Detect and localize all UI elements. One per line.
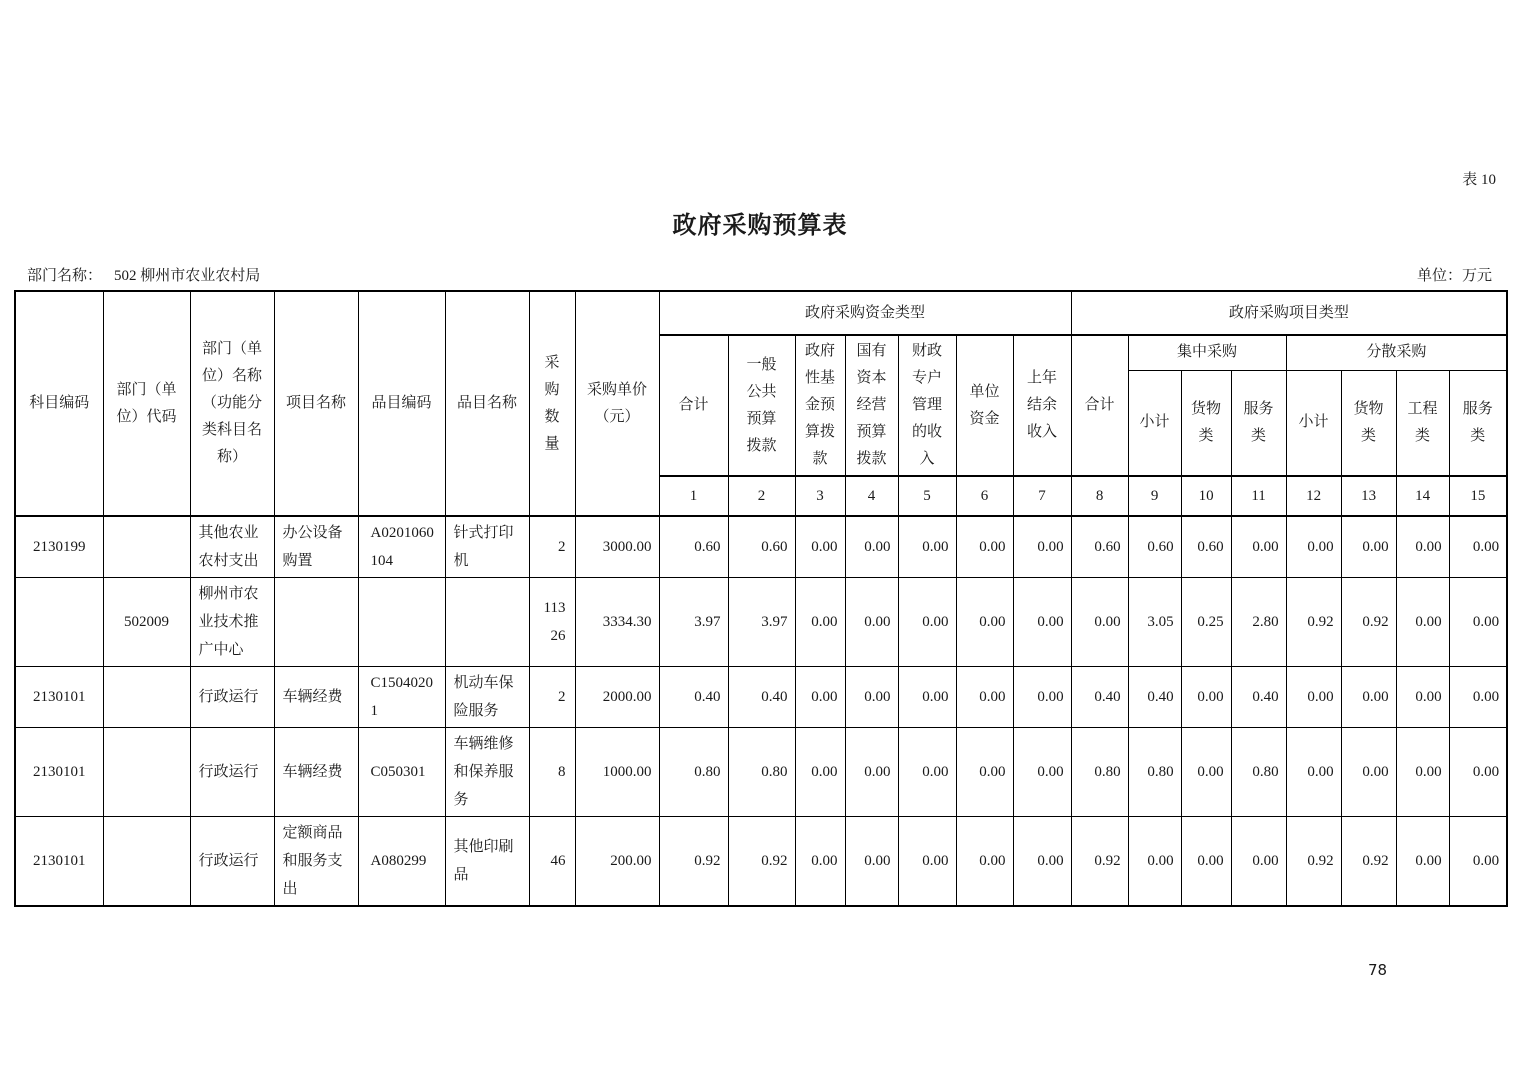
value-cell: 0.00 bbox=[795, 728, 845, 817]
table-row bbox=[15, 817, 1507, 907]
col-number: 15 bbox=[1449, 476, 1507, 516]
col-number: 7 bbox=[1013, 476, 1071, 516]
col-header-state-capital-budget: 国有资本经营预算拨款 bbox=[845, 335, 898, 476]
dept-name-cell: 行政运行 bbox=[190, 667, 274, 728]
value-cell: 0.00 bbox=[845, 516, 898, 578]
col-number: 8 bbox=[1071, 476, 1128, 516]
value-cell: 0.40 bbox=[659, 667, 728, 728]
dept-code-cell bbox=[103, 516, 190, 578]
value-cell: 0.00 bbox=[1449, 728, 1507, 817]
value-cell: 0.00 bbox=[845, 667, 898, 728]
value-cell: 0.40 bbox=[728, 667, 795, 728]
value-cell: 0.00 bbox=[898, 817, 956, 907]
meta-row bbox=[27, 264, 1492, 285]
value-cell: 0.40 bbox=[1071, 667, 1128, 728]
col-header-decentralized-works: 工程类 bbox=[1396, 370, 1449, 476]
qty-cell: 2 bbox=[529, 516, 575, 578]
qty-cell: 8 bbox=[529, 728, 575, 817]
value-cell: 0.92 bbox=[728, 817, 795, 907]
col-header-dept-code: 部门（单位）代码 bbox=[103, 291, 190, 516]
qty-cell: 11326 bbox=[529, 578, 575, 667]
col-header-fiscal-account-income: 财政专户管理的收入 bbox=[898, 335, 956, 476]
header-group-row bbox=[15, 291, 1507, 335]
dept-name-cell: 行政运行 bbox=[190, 817, 274, 907]
unit-price-cell: 200.00 bbox=[575, 817, 659, 907]
value-cell: 0.25 bbox=[1181, 578, 1231, 667]
value-cell: 0.40 bbox=[1231, 667, 1286, 728]
subject-code-cell bbox=[15, 578, 103, 667]
value-cell: 0.00 bbox=[1341, 667, 1396, 728]
col-number: 2 bbox=[728, 476, 795, 516]
item-name-cell bbox=[445, 578, 529, 667]
col-header-decentralized-subtotal: 小计 bbox=[1286, 370, 1341, 476]
dept-code-cell: 502009 bbox=[103, 578, 190, 667]
subject-code-cell: 2130101 bbox=[15, 667, 103, 728]
value-cell: 0.00 bbox=[1396, 817, 1449, 907]
col-header-decentralized-services: 服务类 bbox=[1449, 370, 1507, 476]
group-header-fund-type: 政府采购资金类型 bbox=[659, 291, 1071, 335]
value-cell: 0.92 bbox=[659, 817, 728, 907]
col-number: 13 bbox=[1341, 476, 1396, 516]
value-cell: 3.05 bbox=[1128, 578, 1181, 667]
value-cell: 0.60 bbox=[1128, 516, 1181, 578]
col-number: 3 bbox=[795, 476, 845, 516]
value-cell: 0.80 bbox=[1231, 728, 1286, 817]
value-cell: 0.92 bbox=[1286, 817, 1341, 907]
col-number: 10 bbox=[1181, 476, 1231, 516]
value-cell: 0.00 bbox=[1341, 728, 1396, 817]
col-header-decentralized-goods: 货物类 bbox=[1341, 370, 1396, 476]
value-cell: 0.00 bbox=[898, 728, 956, 817]
value-cell: 0.00 bbox=[1013, 817, 1071, 907]
value-cell: 0.00 bbox=[1128, 817, 1181, 907]
subject-code-cell: 2130199 bbox=[15, 516, 103, 578]
col-header-centralized-subtotal: 小计 bbox=[1128, 370, 1181, 476]
value-cell: 0.00 bbox=[956, 667, 1013, 728]
col-header-dept-name: 部门（单位）名称（功能分类科目名称） bbox=[190, 291, 274, 516]
dept-name-cell: 柳州市农业技术推广中心 bbox=[190, 578, 274, 667]
col-header-general-budget: 一般公共预算拨款 bbox=[728, 335, 795, 476]
qty-cell: 46 bbox=[529, 817, 575, 907]
value-cell: 0.00 bbox=[795, 516, 845, 578]
item-code-cell: C15040201 bbox=[358, 667, 445, 728]
subject-code-cell: 2130101 bbox=[15, 728, 103, 817]
table-row bbox=[15, 728, 1507, 817]
procurement-budget-table bbox=[14, 290, 1508, 907]
dept-code-cell bbox=[103, 817, 190, 907]
table-body bbox=[15, 516, 1507, 906]
col-header-govt-fund-budget: 政府性基金预算拨款 bbox=[795, 335, 845, 476]
value-cell: 0.00 bbox=[1071, 578, 1128, 667]
value-cell: 2.80 bbox=[1231, 578, 1286, 667]
value-cell: 0.92 bbox=[1341, 578, 1396, 667]
item-code-cell: C050301 bbox=[358, 728, 445, 817]
value-cell: 0.60 bbox=[728, 516, 795, 578]
group-header-centralized: 集中采购 bbox=[1128, 335, 1286, 370]
value-cell: 0.00 bbox=[1286, 667, 1341, 728]
unit-price-cell: 3334.30 bbox=[575, 578, 659, 667]
project-name-cell: 办公设备购置 bbox=[274, 516, 358, 578]
value-cell: 0.00 bbox=[795, 667, 845, 728]
value-cell: 0.00 bbox=[1231, 817, 1286, 907]
value-cell: 0.00 bbox=[1341, 516, 1396, 578]
value-cell: 0.00 bbox=[956, 578, 1013, 667]
dept-code-cell bbox=[103, 667, 190, 728]
col-number: 5 bbox=[898, 476, 956, 516]
table-row bbox=[15, 516, 1507, 578]
group-header-decentralized: 分散采购 bbox=[1286, 335, 1507, 370]
item-name-cell: 针式打印机 bbox=[445, 516, 529, 578]
value-cell: 0.00 bbox=[1181, 667, 1231, 728]
dept-name-cell: 其他农业农村支出 bbox=[190, 516, 274, 578]
unit-price-cell: 2000.00 bbox=[575, 667, 659, 728]
value-cell: 0.00 bbox=[1181, 817, 1231, 907]
subject-code-cell: 2130101 bbox=[15, 817, 103, 907]
table-number-label: 表 10 bbox=[1462, 172, 1496, 188]
value-cell: 3.97 bbox=[728, 578, 795, 667]
group-header-project-type: 政府采购项目类型 bbox=[1071, 291, 1507, 335]
col-header-unit-funds: 单位资金 bbox=[956, 335, 1013, 476]
value-cell: 0.00 bbox=[1396, 667, 1449, 728]
value-cell: 0.40 bbox=[1128, 667, 1181, 728]
col-header-prev-year-surplus: 上年结余收入 bbox=[1013, 335, 1071, 476]
value-cell: 0.00 bbox=[1396, 728, 1449, 817]
col-header-centralized-services: 服务类 bbox=[1231, 370, 1286, 476]
unit-price-cell: 3000.00 bbox=[575, 516, 659, 578]
col-header-type-total: 合计 bbox=[1071, 335, 1128, 476]
col-header-project-name: 项目名称 bbox=[274, 291, 358, 516]
value-cell: 0.00 bbox=[898, 516, 956, 578]
col-header-item-name: 品目名称 bbox=[445, 291, 529, 516]
value-cell: 0.00 bbox=[1231, 516, 1286, 578]
department-name bbox=[27, 264, 260, 285]
page-title: 政府采购预算表 bbox=[672, 213, 848, 239]
col-number: 1 bbox=[659, 476, 728, 516]
value-cell: 0.00 bbox=[845, 578, 898, 667]
value-cell: 0.92 bbox=[1341, 817, 1396, 907]
value-cell: 0.00 bbox=[898, 578, 956, 667]
value-cell: 0.60 bbox=[1071, 516, 1128, 578]
value-cell: 0.00 bbox=[1013, 516, 1071, 578]
value-cell: 0.60 bbox=[1181, 516, 1231, 578]
value-cell: 3.97 bbox=[659, 578, 728, 667]
table-row bbox=[15, 578, 1507, 667]
value-cell: 0.00 bbox=[1013, 578, 1071, 667]
value-cell: 0.00 bbox=[1449, 516, 1507, 578]
value-cell: 0.00 bbox=[1013, 667, 1071, 728]
value-cell: 0.00 bbox=[795, 578, 845, 667]
value-cell: 0.80 bbox=[659, 728, 728, 817]
qty-cell: 2 bbox=[529, 667, 575, 728]
project-name-cell: 车辆经费 bbox=[274, 728, 358, 817]
value-cell: 0.00 bbox=[1013, 728, 1071, 817]
table-row bbox=[15, 667, 1507, 728]
department-label: 部门名称： bbox=[27, 268, 103, 284]
department-value: 502 柳州市农业农村局 bbox=[114, 268, 261, 284]
value-cell: 0.80 bbox=[1128, 728, 1181, 817]
value-cell: 0.00 bbox=[1449, 817, 1507, 907]
value-cell: 0.00 bbox=[795, 817, 845, 907]
value-cell: 0.00 bbox=[956, 817, 1013, 907]
unit-label: 单位：万元 bbox=[1416, 268, 1492, 284]
col-number: 4 bbox=[845, 476, 898, 516]
value-cell: 0.00 bbox=[1396, 516, 1449, 578]
item-code-cell: A0201060104 bbox=[358, 516, 445, 578]
col-header-subject-code: 科目编码 bbox=[15, 291, 103, 516]
project-name-cell bbox=[274, 578, 358, 667]
col-header-item-code: 品目编码 bbox=[358, 291, 445, 516]
value-cell: 0.00 bbox=[956, 516, 1013, 578]
value-cell: 0.80 bbox=[728, 728, 795, 817]
col-number: 14 bbox=[1396, 476, 1449, 516]
item-name-cell: 其他印刷品 bbox=[445, 817, 529, 907]
value-cell: 0.92 bbox=[1071, 817, 1128, 907]
value-cell: 0.00 bbox=[1396, 578, 1449, 667]
item-code-cell bbox=[358, 578, 445, 667]
col-number: 12 bbox=[1286, 476, 1341, 516]
dept-code-cell bbox=[103, 728, 190, 817]
col-header-centralized-goods: 货物类 bbox=[1181, 370, 1231, 476]
dept-name-cell: 行政运行 bbox=[190, 728, 274, 817]
value-cell: 0.60 bbox=[659, 516, 728, 578]
value-cell: 0.00 bbox=[1449, 667, 1507, 728]
col-header-fund-total: 合计 bbox=[659, 335, 728, 476]
value-cell: 0.00 bbox=[1449, 578, 1507, 667]
col-number: 9 bbox=[1128, 476, 1181, 516]
value-cell: 0.00 bbox=[1286, 728, 1341, 817]
unit-price-cell: 1000.00 bbox=[575, 728, 659, 817]
project-name-cell: 定额商品和服务支出 bbox=[274, 817, 358, 907]
item-name-cell: 车辆维修和保养服务 bbox=[445, 728, 529, 817]
item-code-cell: A080299 bbox=[358, 817, 445, 907]
value-cell: 0.00 bbox=[1181, 728, 1231, 817]
value-cell: 0.00 bbox=[898, 667, 956, 728]
value-cell: 0.00 bbox=[845, 728, 898, 817]
col-number: 11 bbox=[1231, 476, 1286, 516]
value-cell: 0.00 bbox=[1286, 516, 1341, 578]
project-name-cell: 车辆经费 bbox=[274, 667, 358, 728]
col-header-qty: 采购数量 bbox=[529, 291, 575, 516]
value-cell: 0.00 bbox=[956, 728, 1013, 817]
col-header-unit-price: 采购单价（元） bbox=[575, 291, 659, 516]
value-cell: 0.80 bbox=[1071, 728, 1128, 817]
value-cell: 0.00 bbox=[845, 817, 898, 907]
page-number: 78 bbox=[1368, 961, 1388, 979]
value-cell: 0.92 bbox=[1286, 578, 1341, 667]
item-name-cell: 机动车保险服务 bbox=[445, 667, 529, 728]
col-number: 6 bbox=[956, 476, 1013, 516]
